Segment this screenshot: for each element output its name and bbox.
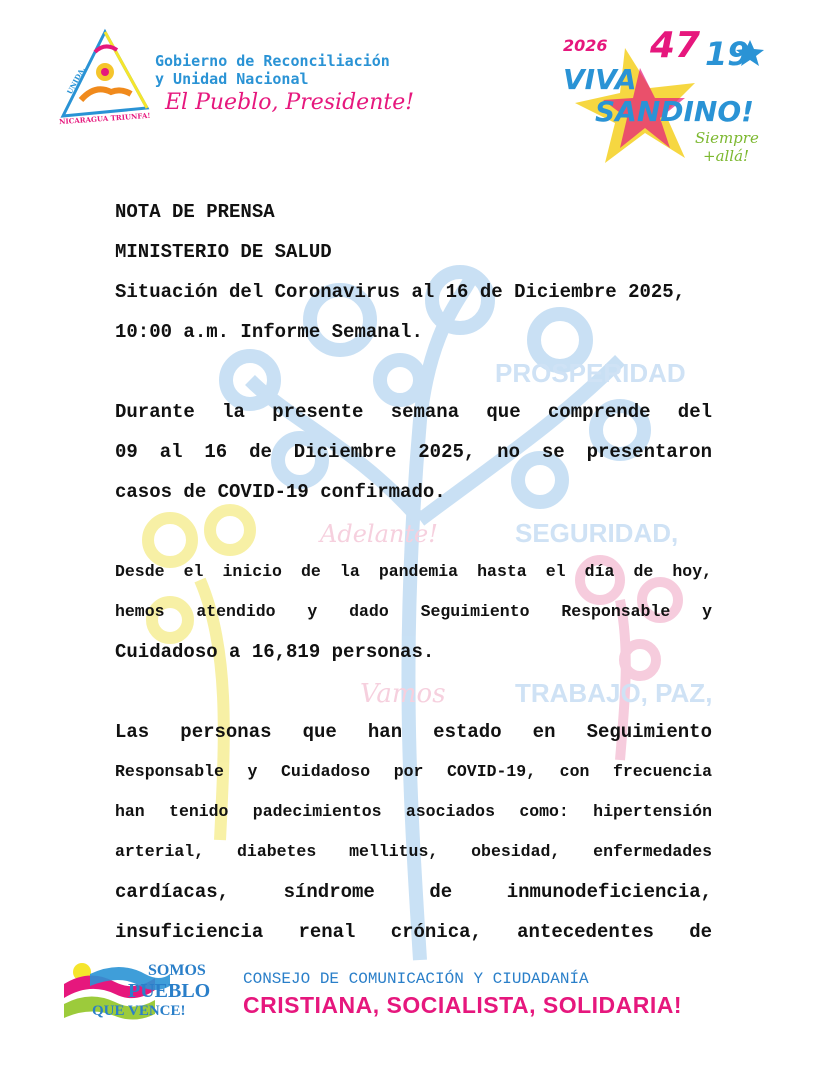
doc-line: casos de COVID-19 confirmado.: [115, 481, 446, 503]
watermark-script2: Adelante!: [320, 520, 438, 548]
triangle-label-bottom: NICARAGUA TRIUNFA!: [58, 110, 151, 127]
watermark-script1: Vamos: [360, 679, 446, 709]
doc-line: Las personas que han estado en Seguimiento: [115, 721, 712, 743]
logo-num1: 47: [650, 25, 701, 66]
watermark-line1: TRABAJO, PAZ,: [515, 678, 713, 708]
footer: [60, 960, 760, 1030]
logo-siempre: Siempre: [695, 129, 759, 147]
slogan: El Pueblo, Presidente!: [165, 90, 415, 115]
logo-somos: SOMOS: [148, 962, 206, 979]
doc-line: Responsable y Cuidadoso por COVID-19, con frecuencia: [115, 762, 712, 781]
paragraph-heading: [115, 192, 712, 352]
government-logo: [55, 28, 455, 128]
doc-line: Desde el inicio de la pandemia hasta el día de hoy,: [115, 562, 712, 581]
doc-line: MINISTERIO DE SALUD: [115, 241, 332, 263]
doc-line: NOTA DE PRENSA: [115, 201, 275, 223]
triangle-label-left: UNIDA,: [64, 65, 87, 96]
doc-line: han tenido padecimientos asociados como: hipertensión: [115, 802, 712, 821]
logo-sandino: SANDINO!: [595, 95, 754, 128]
logo-pueblo: PUEBLO: [128, 980, 211, 1002]
logo-que-vence: QUE VENCE!: [92, 1003, 186, 1019]
doc-line: hemos atendido y dado Seguimiento Responsable y: [115, 602, 712, 621]
doc-line: cardíacas, síndrome de inmunodeficiencia,: [115, 881, 712, 903]
press-release-body: [115, 192, 712, 952]
doc-line: 09 al 16 de Diciembre 2025, no se presentaron: [115, 441, 712, 463]
paragraph-conditions: [115, 712, 712, 952]
logo-alla: +allá!: [703, 147, 750, 165]
watermark-line3: PROSPERIDAD: [495, 358, 686, 388]
logo-year: 2026: [563, 36, 608, 55]
doc-line: insuficiencia renal crónica, antecedentes de: [115, 921, 712, 943]
paragraph-weekly-cases: [115, 392, 712, 512]
paragraph-total-attended: [115, 552, 712, 672]
doc-line: arterial, diabetes mellitus, obesidad, enfermedades: [115, 842, 712, 861]
doc-line: Durante la presente semana que comprende del: [115, 401, 712, 423]
watermark-line2: SEGURIDAD,: [515, 518, 679, 548]
logo-viva: VIVA: [563, 63, 637, 96]
viva-sandino-logo: [555, 25, 770, 168]
logo-num2: 19: [705, 35, 750, 73]
council-name: CONSEJO DE COMUNICACIÓN Y CIUDADANÍA: [243, 970, 589, 988]
government-name-line2: y Unidad Nacional: [155, 70, 309, 88]
government-name-line1: Gobierno de Reconciliación: [155, 52, 390, 70]
doc-line: 10:00 a.m. Informe Semanal.: [115, 321, 423, 343]
doc-line: Cuidadoso a 16,819 personas.: [115, 641, 435, 663]
doc-line: Situación del Coronavirus al 16 de Diciembre 2025,: [115, 281, 686, 303]
council-motto: CRISTIANA, SOCIALISTA, SOLIDARIA!: [243, 992, 683, 1018]
